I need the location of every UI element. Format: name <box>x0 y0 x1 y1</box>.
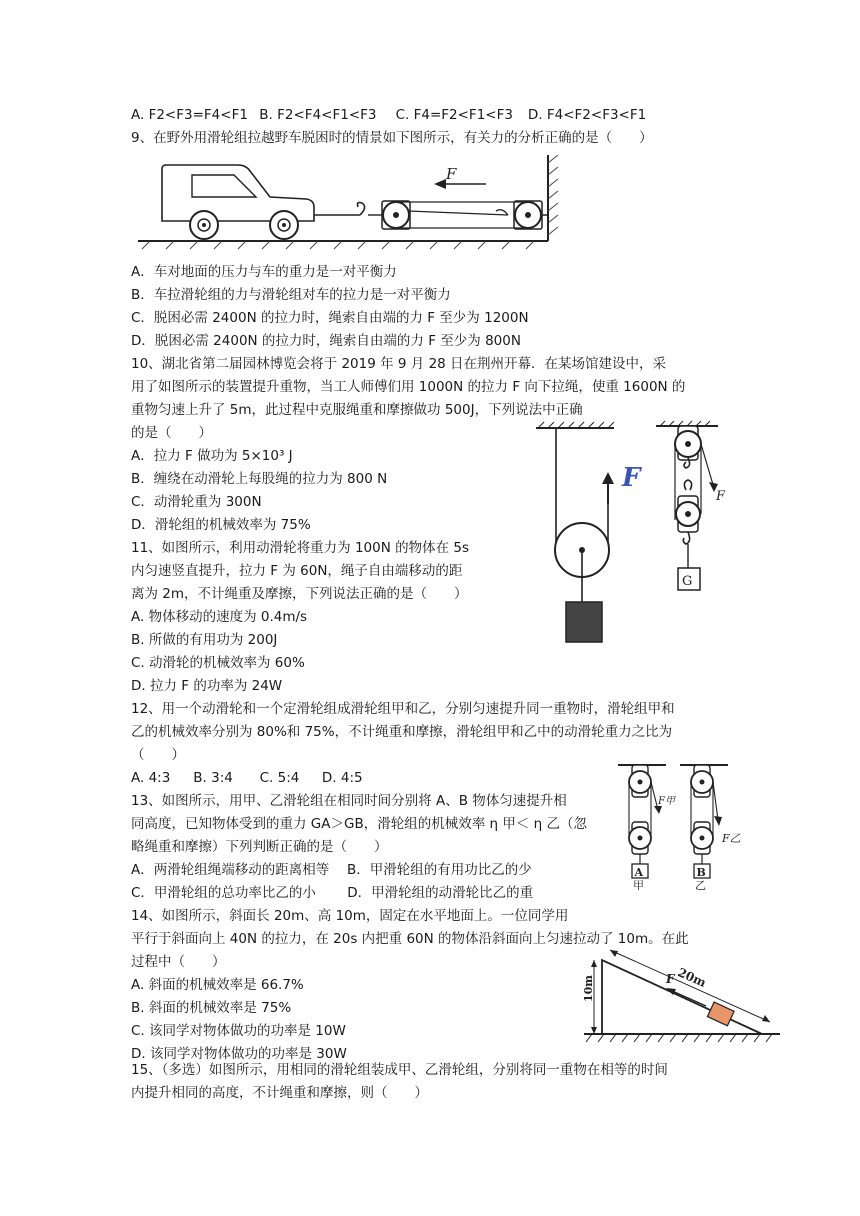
q10-stem-line-1: 10、湖北省第二届园林博览会将于 2019 年 9 月 28 日在荆州开幕．在某场馆建设中，采 <box>131 356 667 372</box>
q14-force-label: F <box>666 972 675 986</box>
q11-stem-line-1: 11、如图所示，利用动滑轮将重力为 100N 的物体在 5s <box>131 540 470 556</box>
q9-option-c: C．脱困必需 2400N 的拉力时，绳索自由端的力 F 至少为 1200N <box>131 310 529 326</box>
q12-stem-line-1: 12、用一个动滑轮和一个定滑轮组成滑轮组甲和乙，分别匀速提升同一重物时，滑轮组甲和 <box>131 701 675 717</box>
q13-stem-line-3: 略绳重和摩擦）下列判断正确的是（ ） <box>131 839 388 855</box>
q13-options-row-2: C．甲滑轮组的总功率比乙的小 D．甲滑轮组的动滑轮比乙的重 <box>131 885 534 901</box>
q14-stem-line-3: 过程中（ ） <box>131 954 226 970</box>
q14-option-c: C. 该同学对物体做功的功率是 10W <box>131 1023 346 1039</box>
q13-stem-line-2: 同高度，已知物体受到的重力 GA＞GB，滑轮组的机械效率 η 甲＜ η 乙（忽 <box>131 816 587 832</box>
q9-figure-car-pulley <box>138 155 568 255</box>
q11-option-b: B. 所做的有用功为 200J <box>131 632 278 648</box>
q14-stem-line-2: 平行于斜面向上 40N 的拉力，在 20s 内把重 60N 的物体沿斜面向上匀速拉动了 10m。在此 <box>131 931 689 947</box>
q10-option-b: B．缠绕在动滑轮上每股绳的拉力为 800 N <box>131 471 388 487</box>
q13-block-b-label: B <box>696 866 706 879</box>
q10-force-label: F <box>716 489 726 504</box>
q13-stem-line-1: 13、如图所示，用甲、乙滑轮组在相同时间分别将 A、B 物体匀速提升相 <box>131 793 567 809</box>
q13-force-jia-label: F甲 <box>658 796 675 807</box>
q14-option-d: D. 该同学对物体做功的功率是 30W <box>131 1046 347 1062</box>
q12-option-a: A. 4:3 <box>131 770 171 786</box>
q8-option-a: A. F2<F3=F4<F1 <box>131 107 248 123</box>
q11-option-d: D. 拉力 F 的功率为 24W <box>131 678 283 694</box>
q12-option-d: D. 4:5 <box>321 770 363 786</box>
q14-stem-line-1: 14、如图所示，斜面长 20m、高 10m，固定在水平地面上。一位同学用 <box>131 908 569 924</box>
q10-option-a: A．拉力 F 做功为 5×10³ J <box>131 448 293 464</box>
q14-length-label: 20m <box>675 965 709 990</box>
q10-stem-line-3: 重物匀速上升了 5m，此过程中克服绳重和摩擦做功 500J，下列说法中正确 <box>131 402 583 418</box>
q11-stem-line-3: 离为 2m，不计绳重及摩擦，下列说法正确的是（ ） <box>131 586 468 602</box>
q13-options-row-1: A．两滑轮组绳端移动的距离相等 B．甲滑轮组的有用功比乙的少 <box>131 862 532 878</box>
q12-stem-line-2: 乙的机械效率分别为 80%和 75%，不计绳重和摩擦，滑轮组甲和乙中的动滑轮重力之比为 <box>131 724 673 740</box>
q10-option-d: D．滑轮组的机械效率为 75% <box>131 517 311 533</box>
q8-options <box>131 104 646 126</box>
q15-stem-line-2: 内提升相同的高度，不计绳重和摩擦，则（ ） <box>131 1085 428 1101</box>
q10-option-c: C．动滑轮重为 300N <box>131 494 262 510</box>
q12-options <box>131 767 363 789</box>
q15-stem-line-1: 15、（多选）如图所示，用相同的滑轮组装成甲、乙滑轮组，分别将同一重物在相等的时间 <box>131 1062 668 1078</box>
q10-figure-pulley-block <box>652 420 732 592</box>
q13-block-a-label: A <box>634 866 644 879</box>
q9-option-b: B．车拉滑轮组的力与滑轮组对车的拉力是一对平衡力 <box>131 287 451 303</box>
q11-figure-movable-pulley <box>522 420 642 645</box>
q14-option-a: A. 斜面的机械效率是 66.7% <box>131 977 304 993</box>
q13-force-yi-label: F乙 <box>722 832 741 845</box>
q9-option-d: D．脱困必需 2400N 的拉力时，绳索自由端的力 F 至少为 800N <box>131 333 521 349</box>
q13-label-yi: 乙 <box>695 879 706 890</box>
q11-option-c: C. 动滑轮的机械效率为 60% <box>131 655 305 671</box>
q14-option-b: B. 斜面的机械效率是 75% <box>131 1000 292 1016</box>
q13-figure-pulley-sets <box>612 760 760 890</box>
q9-option-a: A．车对地面的压力与车的重力是一对平衡力 <box>131 264 397 280</box>
q9-force-label: F <box>446 165 457 183</box>
q12-option-b: B. 3:4 <box>193 770 233 786</box>
q11-stem-line-2: 内匀速竖直提升，拉力 F 为 60N，绳子自由端移动的距 <box>131 563 463 579</box>
q11-option-a: A. 物体移动的速度为 0.4m/s <box>131 609 308 625</box>
q12-stem-line-3: （ ） <box>131 747 185 763</box>
q11-force-label: F <box>622 463 641 493</box>
q10-stem-line-2: 用了如图所示的装置提升重物，当工人师傅们用 1000N 的拉力 F 向下拉绳，使重 1600N 的 <box>131 379 686 395</box>
q9-stem: 9、在野外用滑轮组拉越野车脱困时的情景如下图所示，有关力的分析正确的是（ ） <box>131 130 653 146</box>
q10-stem-line-4: 的是（ ） <box>131 425 212 441</box>
q12-option-c: C. 5:4 <box>259 770 300 786</box>
q13-label-jia: 甲 <box>633 879 644 890</box>
q8-option-b: B. F2<F4<F1<F3 <box>259 107 377 123</box>
q14-figure-incline <box>574 946 784 1046</box>
q14-height-label: 10m <box>582 975 595 1002</box>
q10-weight-label: G <box>682 574 693 589</box>
q8-option-d: D. F4<F2<F3<F1 <box>527 107 647 123</box>
q8-option-c: C. F4=F2<F1<F3 <box>395 107 513 123</box>
